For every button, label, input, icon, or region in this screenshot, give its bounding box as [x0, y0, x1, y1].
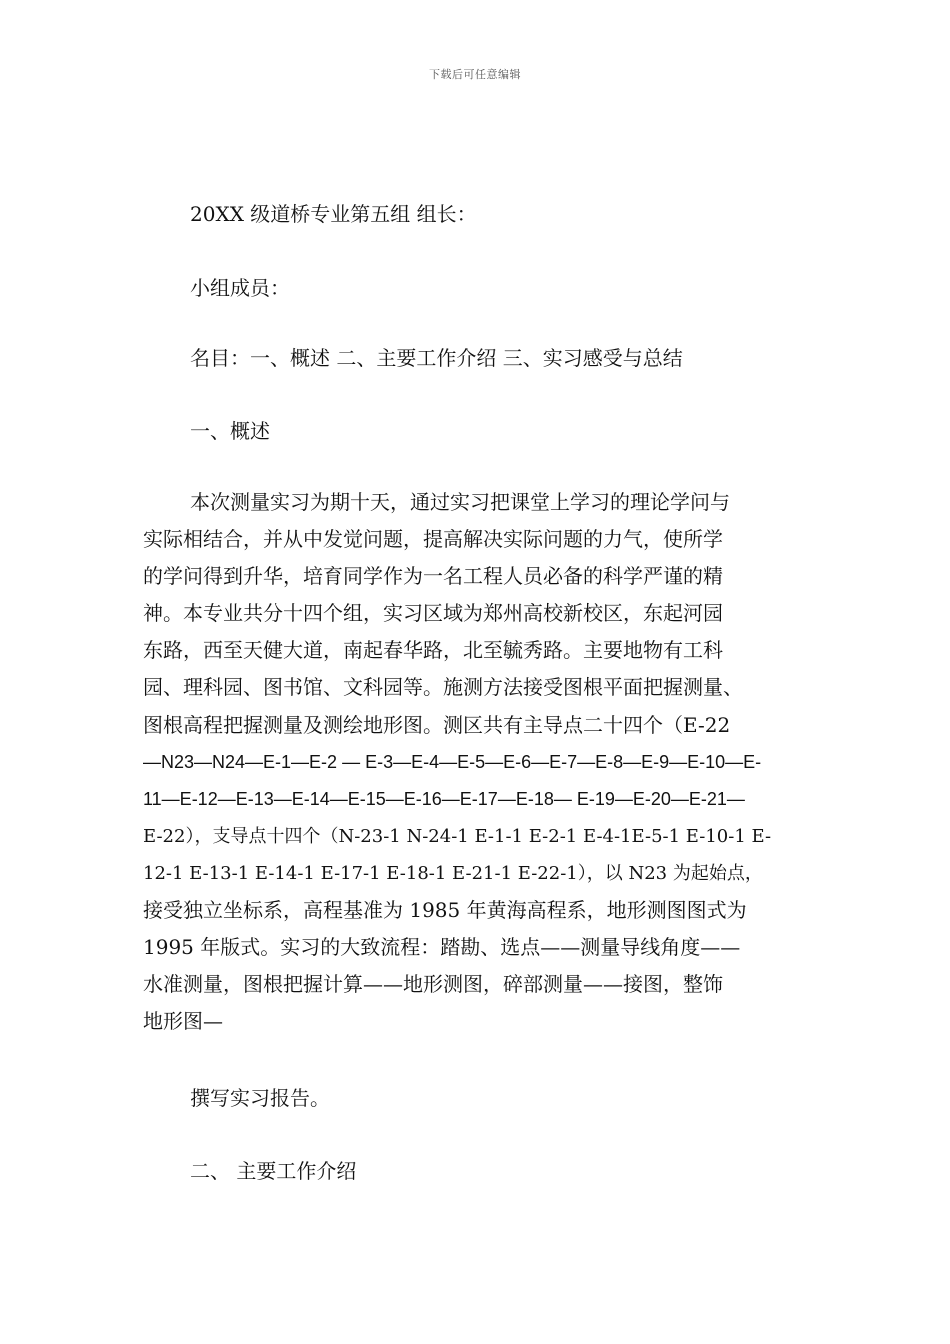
paragraph-line: 实际相结合，并从中发觉问题，提高解决实际问题的力气，使所学: [143, 527, 723, 552]
paragraph-line: —N23—N24—E-1—E-2 — E-3—E-4—E-5—E-6—E-7—E-8—E-9—E-10—E-: [143, 751, 762, 772]
paragraph-line: 12-1 E-13-1 E-14-1 E-17-1 E-18-1 E-21-1 E-22-1），以 N23 为起始点，: [143, 862, 763, 884]
table-of-contents-line: 名目：一、概述 二、主要工作介绍 三、实习感受与总结: [190, 346, 683, 370]
paragraph-line: 地形图—: [143, 1009, 223, 1034]
group-members-line: 小组成员：: [190, 276, 290, 300]
paragraph-line: 东路，西至天健大道，南起春华路，北至毓秀路。主要地物有工科: [143, 638, 723, 663]
paragraph-line: 神。本专业共分十四个组，实习区域为郑州高校新校区，东起河园: [143, 601, 723, 626]
report-writing-line: 撰写实习报告。: [190, 1086, 330, 1110]
paragraph-line: 园、理科园、图书馆、文科园等。施测方法接受图根平面把握测量、: [143, 675, 743, 700]
section-heading-main-work: 二、 主要工作介绍: [190, 1159, 357, 1183]
paragraph-line: 接受独立坐标系，高程基准为 1985 年黄海高程系，地形测图图式为: [143, 898, 747, 923]
paragraph-line: 1995 年版式。实习的大致流程：踏勘、选点——测量导线角度——: [143, 935, 741, 960]
paragraph-line: 的学问得到升华，培育同学作为一名工程人员必备的科学严谨的精: [143, 564, 723, 589]
section-heading-overview: 一、概述: [190, 419, 270, 443]
paragraph-line: 图根高程把握测量及测绘地形图。测区共有主导点二十四个（E-22: [143, 712, 731, 737]
paragraph-line: E-22），支导点十四个（N-23-1 N-24-1 E-1-1 E-2-1 E-4-1E-5-1 E-10-1 E-: [143, 825, 772, 847]
overview-paragraph: [143, 484, 806, 1040]
paragraph-line: 本次测量实习为期十天，通过实习把课堂上学习的理论学问与: [190, 490, 730, 514]
paragraph-line: 水准测量，图根把握计算——地形测图，碎部测量——接图，整饰: [143, 972, 723, 997]
group-leader-line: 20XX 级道桥专业第五组 组长：: [190, 202, 477, 226]
page-header-note: 下载后可任意编辑: [429, 68, 521, 81]
paragraph-line: 11—E-12—E-13—E-14—E-15—E-16—E-17—E-18— E-19—E-20—E-21—: [143, 788, 745, 809]
